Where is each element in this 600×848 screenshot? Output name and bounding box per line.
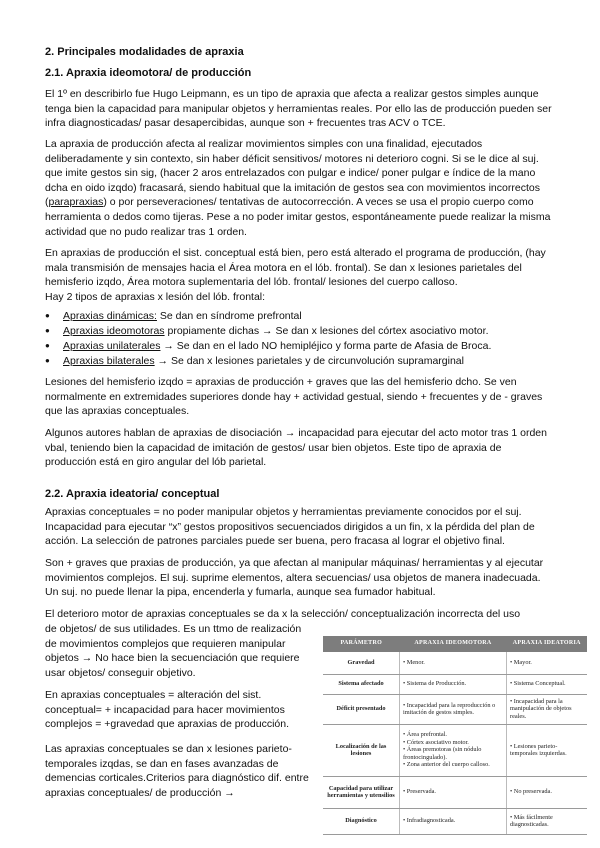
subsection-title-ideatoria: 2.2. Apraxia ideatoria/ conceptual bbox=[45, 488, 220, 500]
bullet-item: ● Apraxias dinámicas: Se dan en síndrome prefrontal bbox=[63, 309, 302, 323]
paragraph-sistema-conceptual: En apraxias de producción el sist. conceptual está bien, pero está alterado el programa de producción, (hay mala transmisión de mensajes hacia el Área motora en el lób. frontal). Se dan x lesiones parietales del hemisferio izqdo, Área motora suplementaria del lób. frontal/ lesiones del cuerpo calloso. bbox=[45, 247, 546, 289]
comparison-table bbox=[323, 636, 587, 835]
paragraph-alteracion: En apraxias conceptuales = alteración del sist. conceptual= + incapacidad para hacer movimientos complejos = +gravedad que apraxias de producción. bbox=[45, 689, 289, 731]
paragraph-gravedad: Son + graves que praxias de producción, ya que afectan al manipular máquinas/ herramientas y al ejecutar movimientos complejos. El suj. suprime elementos, altera secuencias/ usa objetos de manera inadecuada. Un suj. no puede llenar la pipa, encenderla y fumarla, aunque sea fumador habitual. bbox=[45, 557, 544, 599]
section-title: 2. Principales modalidades de apraxia bbox=[45, 46, 244, 58]
parapraxias-term: parapraxias bbox=[48, 196, 104, 209]
paragraph-intro: El 1º en describirlo fue Hugo Leipmann, es un tipo de apraxia que afecta a realizar gestos simples aunque tenga bien la capacidad para manipular objetos y herramientas reales. Por ello las de producción pueden ser infra diagnosticadas/ pasar desapercibidas, aunque son + frecuentes tras ACV o TCE. bbox=[45, 88, 552, 130]
table-header: PARÁMETRO bbox=[323, 636, 400, 652]
bullet-item: ● Apraxias ideomotoras propiamente dichas → Se dan x lesiones del córtex asociativo motor. bbox=[63, 324, 488, 338]
table-row: Localización de las lesiones • Área prefrontal. • Córtex asociativo motor. • Áreas premotoras (sin nódulo frontocingulado). • Zona anterior del cuerpo calloso. • Lesiones parieto-temporales izquierdas. bbox=[323, 724, 587, 776]
paragraph-deterioro-line: El deterioro motor de apraxias conceptuales se da x la selección/ conceptualización incorrecta del uso bbox=[45, 608, 521, 620]
bullet-item: ● Apraxias bilaterales → Se dan x lesiones parietales y de circunvolución supramarginal bbox=[63, 354, 464, 368]
paragraph-lesiones-parieto: Las apraxias conceptuales se dan x lesiones parieto-temporales izqdas, se dan en fases avanzadas de demencias corticales.Criterios para diagnóstico dif. entre apraxias conceptuales/ de producción → bbox=[45, 743, 309, 799]
subsection-title-ideomotora: 2.1. Apraxia ideomotora/ de producción bbox=[45, 67, 252, 79]
paragraph-disociacion: Algunos autores hablan de apraxias de disociación → incapacidad para ejecutar del acto motor tras 1 orden vbal, teniendo bien la capacidad de imitación de gestos/ usar bien objetos. Este tipo de apraxia de producción está en giro angular del lób parietal. bbox=[45, 427, 547, 469]
table-row: Sistema afectado • Sistema de Producción. • Sistema Conceptual. bbox=[323, 674, 587, 694]
paragraph-produccion: La apraxia de producción afecta al realizar movimientos simples con una finalidad, ejecutados deliberadamente y sin contexto, sin haber déficit sensitivos/ motores ni deterioro cogni. Si se le dice al suj. que imite gestos sin sig, (hacer 2 aros entrelazados con pulgar e indice/ poner pulgar e índice de la mano dcha en oido izqdo) fracasará, siendo habitual que la imitación de gestos sea con movimientos incorrectos (parapraxias) o por perseveraciones/ tentativas de autocorrección. A veces se usa el propio cuerpo como herramienta o dedos como tijeras. Pese a no poder imitar gestos, espontáneamente puede realizar la misma actividad que no pudo realizar tras 1 orden. bbox=[45, 138, 551, 238]
table-row: Capacidad para utilizar herramientas y utensilios • Preservada. • No preservada. bbox=[323, 776, 587, 808]
paragraph-conceptuales: Apraxias conceptuales = no poder manipular objetos y herramientas previamente conocidos por el suj. Incapacidad para ejecutar “x” gestos propositivos secuenciados dirigidos a un fin, x la pérdida del plan de acción. La selección de patrones parciales puede ser buena, pero fracasa al lograr el objetivo final. bbox=[45, 506, 535, 548]
table-header: APRAXIA IDEATORIA bbox=[507, 636, 588, 652]
table-row: Gravedad • Menor. • Mayor. bbox=[323, 652, 587, 674]
table-header-row bbox=[323, 636, 587, 652]
paragraph-lesiones: Lesiones del hemisferio izqdo = apraxias de producción + graves que las del hemisferio dcho. Se ven normalmente en extremidades superiores donde hay + actividad gestual, siendo + frecuentes y de - graves que las apraxias conceptuales. bbox=[45, 376, 543, 418]
paragraph-tipos: Hay 2 tipos de apraxias x lesión del lób. frontal: bbox=[45, 291, 266, 303]
table-row: Déficit presentado • Incapacidad para la reproducción o imitación de gestos simples. • Incapacidad para la manipulación de objetos reales. bbox=[323, 694, 587, 724]
table-row: Diagnóstico • Infradiagnosticada. • Más fácilmente diagnosticadas. bbox=[323, 808, 587, 834]
bullet-item: ● Apraxias unilaterales → Se dan en el lado NO hemipléjico y forma parte de Afasia de Broca. bbox=[63, 339, 491, 353]
table-header: APRAXIA IDEOMOTORA bbox=[400, 636, 507, 652]
paragraph-deterioro: de objetos/ de sus utilidades. Es un ttmo de realización de movimientos complejos que requieren manipular objetos → No hace bien la secuenciación que requiere usar objetos/ conseguir objetivo. bbox=[45, 623, 302, 679]
